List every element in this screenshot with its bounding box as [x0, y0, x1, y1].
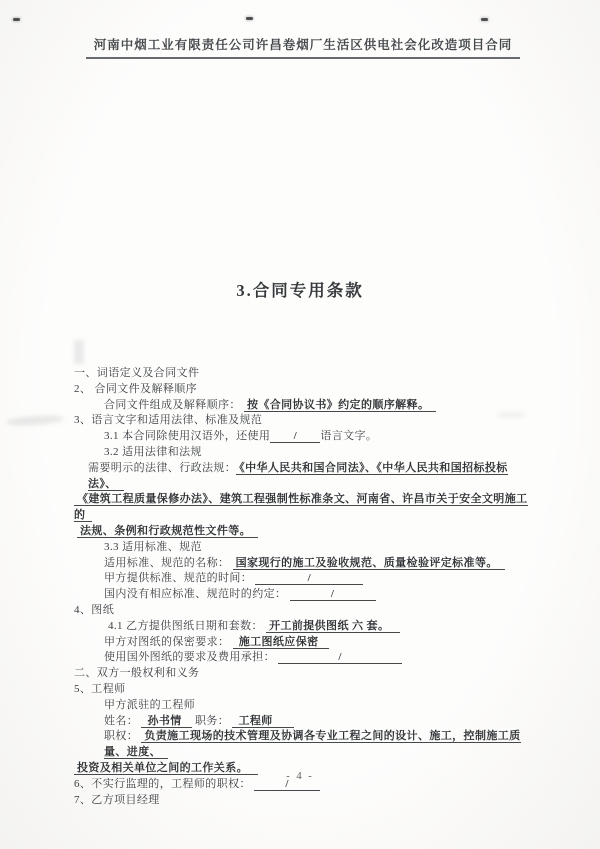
- text-segment: 职务：: [191, 714, 233, 727]
- scan-smudge: [74, 340, 84, 364]
- blank-field: /: [255, 572, 363, 585]
- text-segment: 4.1 乙方提供图纸日期和套数：: [108, 619, 267, 632]
- contract-line: [74, 666, 540, 682]
- contract-line: [74, 413, 540, 429]
- text-segment: 2、 合同文件及解释顺序: [74, 382, 198, 395]
- text-segment: 5、工程师: [74, 682, 126, 695]
- contract-line: [74, 682, 540, 698]
- contract-line: [74, 603, 540, 619]
- contract-line: [74, 635, 540, 651]
- text-segment: 职权：: [104, 730, 142, 743]
- contract-line: [74, 698, 540, 714]
- contract-line: [74, 793, 540, 809]
- fill-in-answer: 国家现行的施工及验收规范、质量检验评定标准等。: [233, 557, 505, 570]
- text-segment: 使用国外图纸的要求及费用承担：: [104, 651, 279, 664]
- text-segment: 3.3 适用标准、规范: [104, 540, 202, 553]
- contract-line: [74, 587, 540, 603]
- text-segment: 一、词语定义及合同文件: [74, 367, 200, 379]
- text-segment: 甲方提供标准、规范的时间：: [104, 572, 256, 585]
- text-segment: 姓名：: [104, 714, 142, 727]
- contract-line: [74, 429, 540, 445]
- contract-line: [74, 571, 540, 587]
- text-segment: 语言文字。: [320, 430, 378, 443]
- binding-mark-icon: [246, 17, 253, 20]
- text-segment: 3.2 适用法律和法规: [104, 445, 202, 458]
- text-segment: 4、图纸: [74, 603, 115, 616]
- blank-field: /: [254, 778, 320, 791]
- binding-mark-icon: [481, 18, 488, 21]
- text-segment: 6、不实行监理的，工程师的职权：: [74, 777, 255, 790]
- fill-in-answer: 《中华人民共和国合同法》、《中华人民共和国招标投标法》、: [88, 461, 508, 490]
- scan-smudge: [6, 414, 64, 427]
- contract-line: [74, 461, 540, 493]
- blank-field: /: [270, 430, 320, 443]
- contract-line: [74, 729, 540, 761]
- fill-in-answer: 按《合同协议书》约定的顺序解释。: [244, 399, 436, 412]
- text-segment: 甲方派驻的工程师: [104, 698, 196, 711]
- fill-in-answer: 工程师: [232, 715, 294, 728]
- text-segment: 3.1 本合同除使用汉语外，还使用: [104, 430, 271, 443]
- contract-line: [74, 619, 540, 635]
- contract-line: [74, 366, 540, 382]
- contract-line: [74, 524, 540, 540]
- contract-line: [74, 398, 540, 414]
- page-number: - 4 -: [286, 771, 314, 782]
- contract-line: [74, 714, 540, 730]
- fill-in-answer: 施工图纸应保密: [233, 636, 329, 649]
- text-segment: 适用标准、规范的名称：: [104, 556, 233, 569]
- contract-line: [74, 556, 540, 572]
- fill-in-answer: 《建筑工程质量保修办法》、建筑工程强制性标准条文、河南省、许昌市关于安全文明施工的: [74, 493, 528, 522]
- fill-in-answer: 孙书情: [141, 715, 192, 728]
- text-segment: 国内没有相应标准、规范时的约定：: [104, 588, 290, 601]
- binding-mark-icon: [13, 18, 20, 21]
- fill-in-answer: 开工前提供图纸 六 套。: [266, 620, 399, 633]
- text-segment: 二、双方一般权利和义务: [74, 667, 200, 680]
- text-segment: 3、语言文字和适用法律、标准及规范: [74, 414, 263, 427]
- page-title: 3.合同专用条款: [236, 281, 364, 300]
- document-body: [74, 366, 540, 808]
- contract-line: [74, 492, 540, 524]
- contract-line: [74, 445, 540, 461]
- fill-in-answer: 负责施工现场的技术管理及协调各专业工程之间的设计、施工，控制施工质量、进度、: [104, 730, 521, 759]
- text-segment: 7、乙方项目经理: [74, 793, 160, 806]
- fill-in-answer: 法规、条例和行政规范性文件等。: [77, 525, 258, 538]
- text-segment: 需要明示的法律、行政法规：: [88, 461, 237, 474]
- fill-in-answer: 投资及相关单位之间的工作关系。: [74, 762, 258, 775]
- contract-line: [74, 540, 540, 556]
- contract-line: [74, 650, 540, 666]
- contract-line: [74, 382, 540, 398]
- blank-field: /: [278, 651, 402, 664]
- text-segment: 合同文件组成及解释顺序：: [104, 398, 244, 411]
- blank-field: /: [290, 588, 376, 601]
- text-segment: 甲方对图纸的保密要求：: [104, 635, 233, 648]
- document-header: 河南中烟工业有限责任公司许昌卷烟厂生活区供电社会化改造项目合同: [86, 35, 520, 59]
